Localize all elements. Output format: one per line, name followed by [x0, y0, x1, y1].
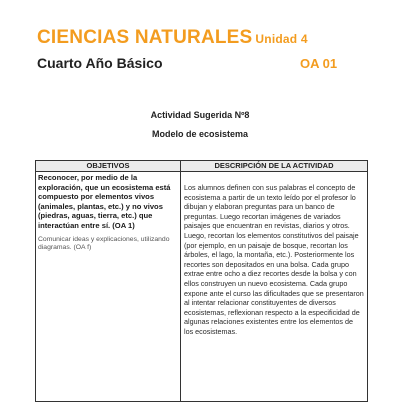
- objective-sub: Comunicar ideas y explicaciones, utilizando diagramas. (OA f): [38, 235, 170, 252]
- objective-main: Reconocer, por medio de la exploración, que un ecosistema está compuesto por elementos vivos (animales, plantas, etc.) y no vivos (piedras, aguas, tierra, etc.) que interactúan entre sí. (OA 1): [38, 173, 171, 230]
- description-cell: [181, 172, 368, 402]
- subject-title: CIENCIAS NATURALES: [37, 27, 253, 48]
- grade-subtitle: Cuarto Año Básico: [37, 55, 163, 71]
- header-objetivos: OBJETIVOS: [36, 161, 181, 172]
- header-descripcion: DESCRIPCIÓN DE LA ACTIVIDAD: [181, 161, 368, 172]
- unit-label: Unidad 4: [255, 32, 308, 46]
- page-title: [37, 27, 308, 49]
- objectives-cell: [36, 172, 181, 402]
- activity-label: Actividad Sugerida Nº8: [150, 110, 250, 120]
- activity-name: Modelo de ecosistema: [151, 129, 249, 139]
- activity-description: Los alumnos definen con sus palabras el concepto de ecosistema a partir de un texto leído por el profesor lo dibujan y elaboran preguntas para un banco de preguntas. Luego recortan imágenes de variados paisajes que encuentran en revistas, diarios y otros. Luego, recortan los elementos constitutivos del paisaje (por ejemplo, en un paisaje de bosque, recortan los árboles, el lago, la montaña, etc.). Posteriormente los recortes son depositados en una bolsa. Cada grupo extrae entre ocho a diez recortes desde la bolsa y con ellos construyen un nuevo ecosistema. Cada grupo expone ante el curso las dificultades que se presentaron al intentar relacionar constituyentes de diversos ecosistemas, reflexionan respecto a la especificidad de algunas relaciones existentes entre los elementos de los ecosistemas.: [184, 183, 364, 336]
- oa-code: OA 01: [300, 56, 338, 71]
- table-row: [36, 172, 368, 402]
- table-header-row: [36, 161, 368, 172]
- activity-table: [35, 160, 368, 402]
